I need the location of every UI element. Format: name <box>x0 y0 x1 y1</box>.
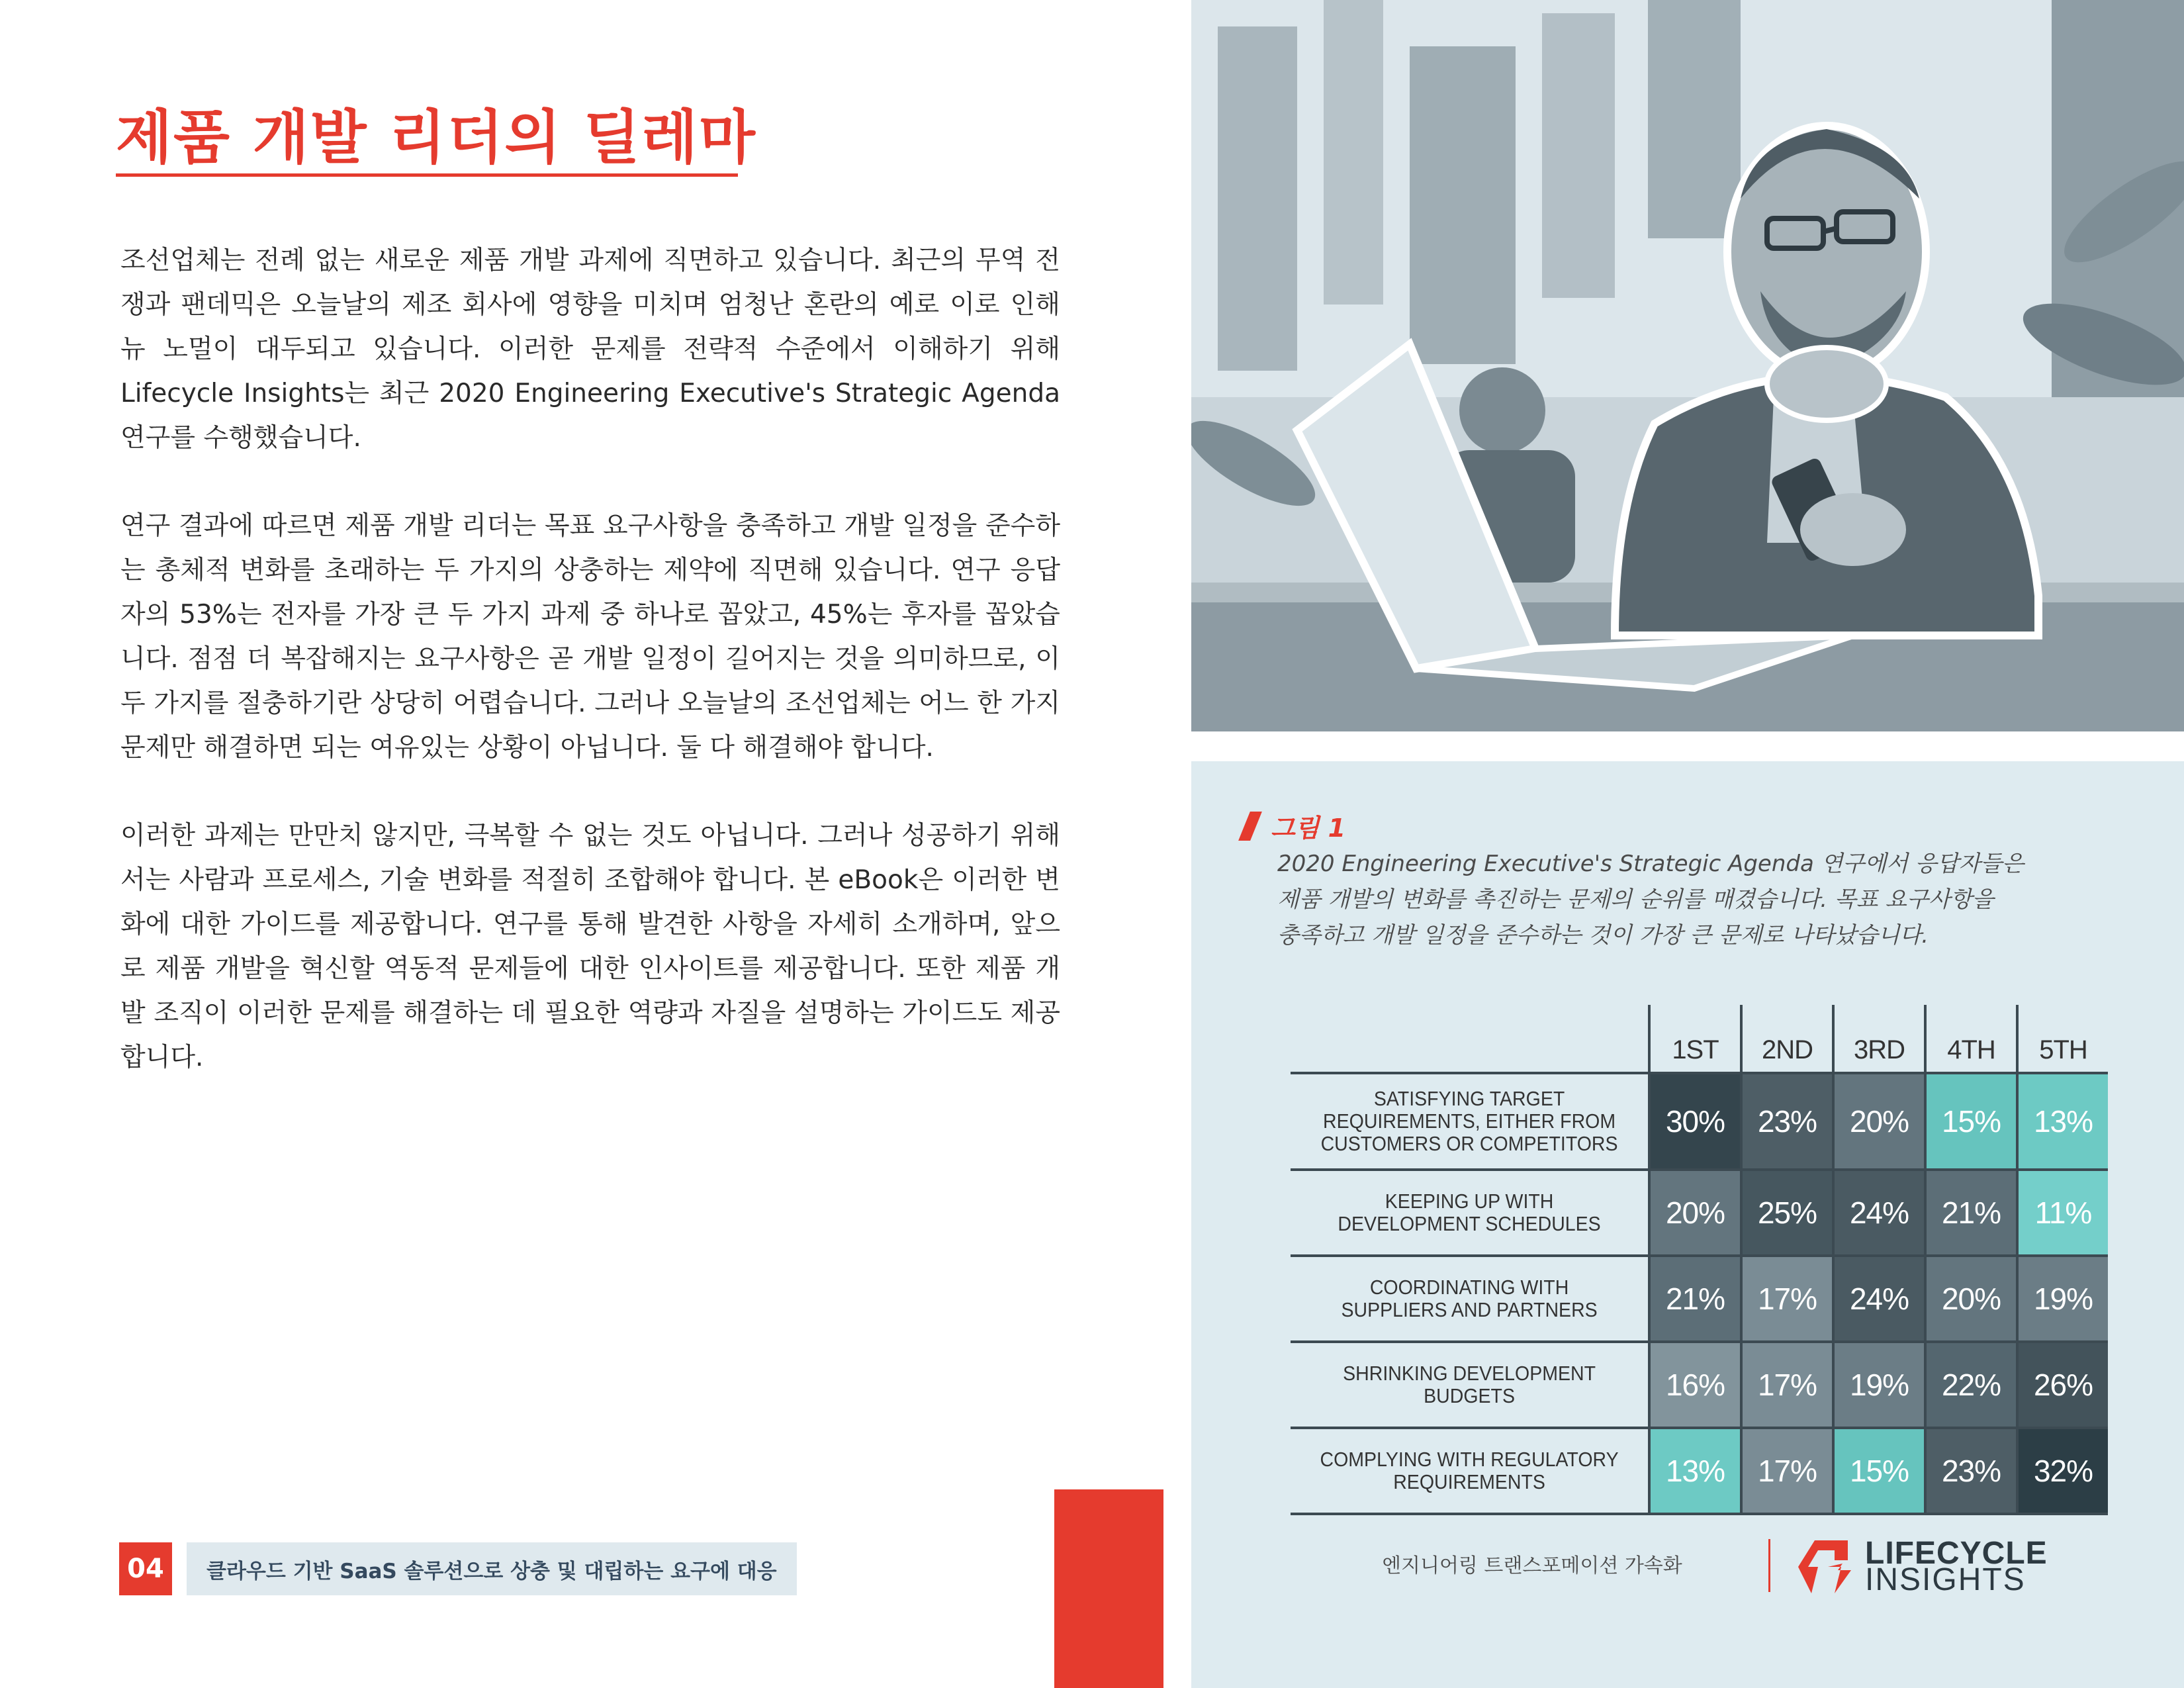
row-label <box>1305 1170 1635 1256</box>
page-number: 04 <box>119 1542 172 1595</box>
lifecycle-insights-logo <box>1795 1537 2048 1597</box>
row-label <box>1305 1428 1635 1514</box>
row-label-line: CUSTOMERS OR COMPETITORS <box>1320 1132 1618 1155</box>
section-label: 클라우드 기반 SaaS 솔루션으로 상충 및 대립하는 요구에 대응 <box>187 1542 797 1595</box>
row-label <box>1305 1342 1635 1428</box>
figure-label <box>1244 808 1345 844</box>
value-cell: 21% <box>1925 1170 2017 1256</box>
value-cell: 19% <box>1833 1342 1925 1428</box>
caption-line: 2020 Engineering Executive's Strategic Agenda 연구에서 응답자들은 <box>1277 851 2025 877</box>
value-cell: 22% <box>1925 1342 2017 1428</box>
footer-tagline: 엔지니어링 트랜스포메이션 가속화 <box>1382 1554 1682 1577</box>
caption-line: 충족하고 개발 일정을 준수하는 것이 가장 큰 문제로 나타났습니다. <box>1277 922 1929 949</box>
row-label-line: REQUIREMENTS, EITHER FROM <box>1323 1109 1616 1133</box>
logo-line-2: INSIGHTS <box>1865 1562 2026 1597</box>
value-cell: 20% <box>1649 1170 1741 1256</box>
row-label-line: KEEPING UP WITH <box>1385 1190 1554 1213</box>
value-cell: 24% <box>1833 1256 1925 1342</box>
value-cell: 13% <box>2017 1073 2108 1170</box>
table-row <box>1291 1342 2108 1428</box>
title-underline <box>116 173 738 177</box>
value-cell: 20% <box>1925 1256 2017 1342</box>
value-cell: 17% <box>1741 1256 1833 1342</box>
row-label-line: SATISFYING TARGET <box>1373 1087 1565 1110</box>
body-text <box>120 238 1060 1123</box>
column-header: 1ST <box>1649 1005 1741 1073</box>
value-cell: 30% <box>1649 1073 1741 1170</box>
red-decor-bar <box>1054 1489 1163 1688</box>
row-label-line: DEVELOPMENT SCHEDULES <box>1338 1212 1601 1235</box>
paragraph-1: 조선업체는 전례 없는 새로운 제품 개발 과제에 직면하고 있습니다. 최근의 무역 전쟁과 팬데믹은 오늘날의 제조 회사에 영향을 미치며 엄청난 혼란의 예로 이로 인해 뉴 노멀이 대두되고 있습니다. 이러한 문제를 전략적 수준에서 이해하기 위해 Lifecycle Insights는 최근 2020 Engineering Executive's Strategic Agenda 연구를 수행했습니다. <box>120 246 1060 453</box>
logo-text <box>1865 1536 2048 1597</box>
value-cell: 32% <box>2017 1428 2108 1514</box>
row-label-line: COORDINATING WITH <box>1369 1276 1569 1299</box>
row-label-line: COMPLYING WITH REGULATORY <box>1320 1448 1619 1471</box>
illustration-svg <box>1191 0 2184 731</box>
figure-caption <box>1277 846 2138 953</box>
footer-divider <box>1768 1539 1770 1592</box>
value-cell: 11% <box>2017 1170 2108 1256</box>
value-cell: 17% <box>1741 1342 1833 1428</box>
caption-line: 제품 개발의 변화를 촉진하는 문제의 순위를 매겼습니다. 목표 요구사항을 <box>1277 886 1994 913</box>
value-cell: 21% <box>1649 1256 1741 1342</box>
column-header: 4TH <box>1925 1005 2017 1073</box>
page-title: 제품 개발 리더의 딜레마 <box>116 103 756 171</box>
value-cell: 25% <box>1741 1170 1833 1256</box>
row-label-line: SUPPLIERS AND PARTNERS <box>1341 1298 1598 1321</box>
value-cell: 15% <box>1833 1428 1925 1514</box>
row-label <box>1305 1256 1635 1342</box>
row-label-line: BUDGETS <box>1424 1384 1516 1407</box>
value-cell: 13% <box>1649 1428 1741 1514</box>
header-row <box>1291 1005 2108 1073</box>
logo-line-1: LIFECYCLE <box>1865 1536 2048 1571</box>
figure-title: 그림 1 <box>1271 814 1346 843</box>
value-cell: 26% <box>2017 1342 2108 1428</box>
row-label-line: SHRINKING DEVELOPMENT <box>1343 1362 1596 1385</box>
value-cell: 15% <box>1925 1073 2017 1170</box>
footer-left <box>119 1542 797 1595</box>
value-cell: 23% <box>1741 1073 1833 1170</box>
paragraph-2: 연구 결과에 따르면 제품 개발 리더는 목표 요구사항을 충족하고 개발 일정을 준수하는 총체적 변화를 초래하는 두 가지의 상충하는 제약에 직면해 있습니다. 연구 응답자의 53%는 전자를 가장 큰 두 가지 과제 중 하나로 꼽았고, 45%는 후자를 꼽았습니다. 점점 더 복잡해지는 요구사항은 곧 개발 일정이 길어지는 것을 의미하므로, 이 두 가지를 절충하기란 상당히 어렵습니다. 그러나 오늘날의 조선업체는 어느 한 가지 문제만 해결하면 되는 여유있는 상황이 아닙니다. 둘 다 해결해야 합니다. <box>120 511 1060 763</box>
table-row <box>1291 1073 2108 1170</box>
value-cell: 19% <box>2017 1256 2108 1342</box>
paragraph-3: 이러한 과제는 만만치 않지만, 극복할 수 없는 것도 아닙니다. 그러나 성공하기 위해서는 사람과 프로세스, 기술 변화를 적절히 조합해야 합니다. 본 eBook은 이러한 변화에 대한 가이드를 제공합니다. 연구를 통해 발견한 사항을 자세히 소개하며, 앞으로 제품 개발을 혁신할 역동적 문제들에 대한 인사이트를 제공합니다. 또한 제품 개발 조직이 이러한 문제를 해결하는 데 필요한 역량과 자질을 설명하는 가이드도 제공합니다. <box>120 821 1060 1072</box>
column-header: 3RD <box>1833 1005 1925 1073</box>
value-cell: 20% <box>1833 1073 1925 1170</box>
table-row <box>1291 1428 2108 1514</box>
row-label-line: REQUIREMENTS <box>1393 1470 1545 1493</box>
header-blank <box>1291 1005 1649 1073</box>
column-header: 2ND <box>1741 1005 1833 1073</box>
illustration-businessman <box>1191 0 2184 731</box>
ranking-table <box>1291 1005 2108 1515</box>
value-cell: 24% <box>1833 1170 1925 1256</box>
value-cell: 17% <box>1741 1428 1833 1514</box>
table-row <box>1291 1256 2108 1342</box>
row-label <box>1305 1073 1635 1170</box>
value-cell: 16% <box>1649 1342 1741 1428</box>
logo-icon <box>1795 1537 1854 1597</box>
column-header: 5TH <box>2017 1005 2108 1073</box>
value-cell: 23% <box>1925 1428 2017 1514</box>
table-row <box>1291 1170 2108 1256</box>
